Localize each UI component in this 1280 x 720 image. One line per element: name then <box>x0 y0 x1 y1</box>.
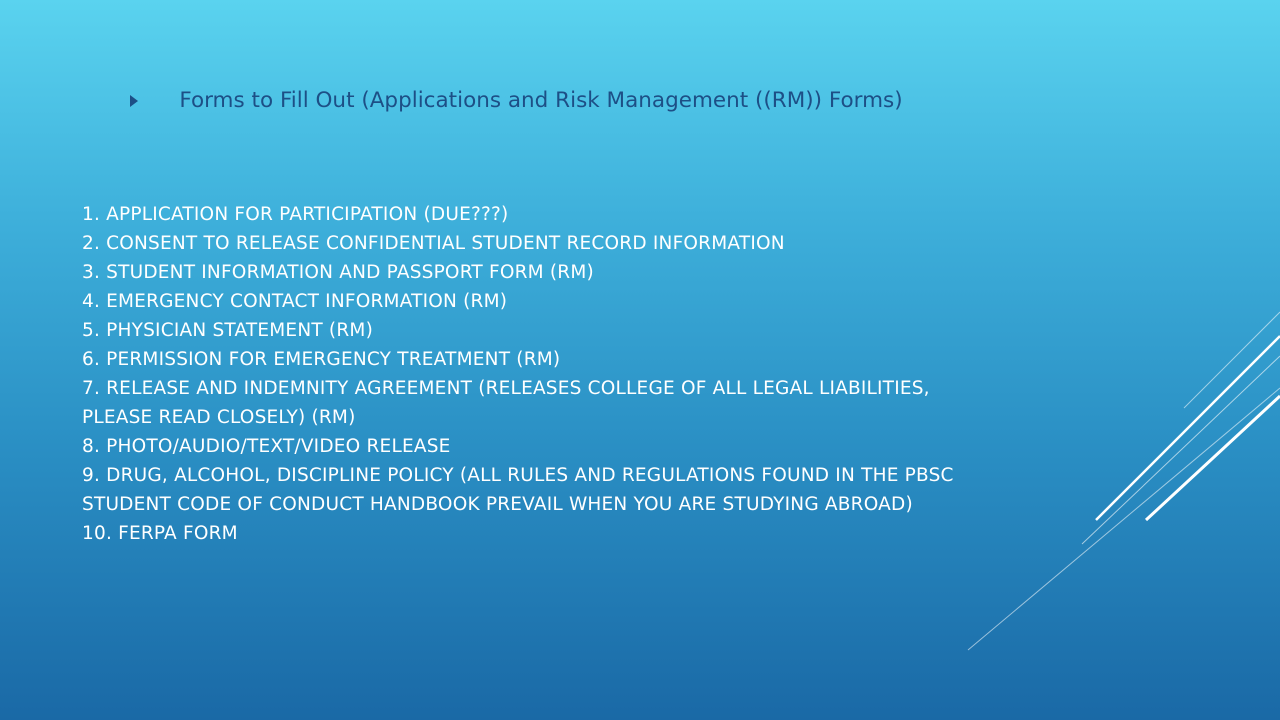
deco-line-4 <box>1146 396 1280 520</box>
triangle-right-icon <box>130 95 138 107</box>
list-item: 3. STUDENT INFORMATION AND PASSPORT FORM (RM) <box>82 262 594 283</box>
list-item: 4. EMERGENCY CONTACT INFORMATION (RM) <box>82 291 508 312</box>
bullet-heading-text: Forms to Fill Out (Applications and Risk Management ((RM)) Forms) <box>179 88 903 113</box>
list-item: 5. PHYSICIAN STATEMENT (RM) <box>82 320 373 341</box>
list-item: 10. FERPA FORM <box>82 523 238 544</box>
deco-line-5 <box>968 388 1280 650</box>
forms-list <box>82 200 962 548</box>
bullet-heading <box>130 86 930 116</box>
deco-line-3 <box>1082 356 1280 544</box>
list-item: 7. RELEASE AND INDEMNITY AGREEMENT (RELEASES COLLEGE OF ALL LEGAL LIABILITIES, PLEASE READ CLOSELY) (RM) <box>82 378 930 428</box>
list-item: 9. DRUG, ALCOHOL, DISCIPLINE POLICY (ALL RULES AND REGULATIONS FOUND IN THE PBSC STUDENT CODE OF CONDUCT HANDBOOK PREVAIL WHEN YOU ARE STUDYING ABROAD) <box>82 465 954 515</box>
list-item: 6. PERMISSION FOR EMERGENCY TREATMENT (RM) <box>82 349 561 370</box>
list-item: 8. PHOTO/AUDIO/TEXT/VIDEO RELEASE <box>82 436 451 457</box>
deco-line-2 <box>1096 336 1280 520</box>
list-item: 1. APPLICATION FOR PARTICIPATION (DUE???) <box>82 204 509 225</box>
deco-line-1 <box>1184 312 1280 408</box>
list-item: 2. CONSENT TO RELEASE CONFIDENTIAL STUDENT RECORD INFORMATION <box>82 233 785 254</box>
